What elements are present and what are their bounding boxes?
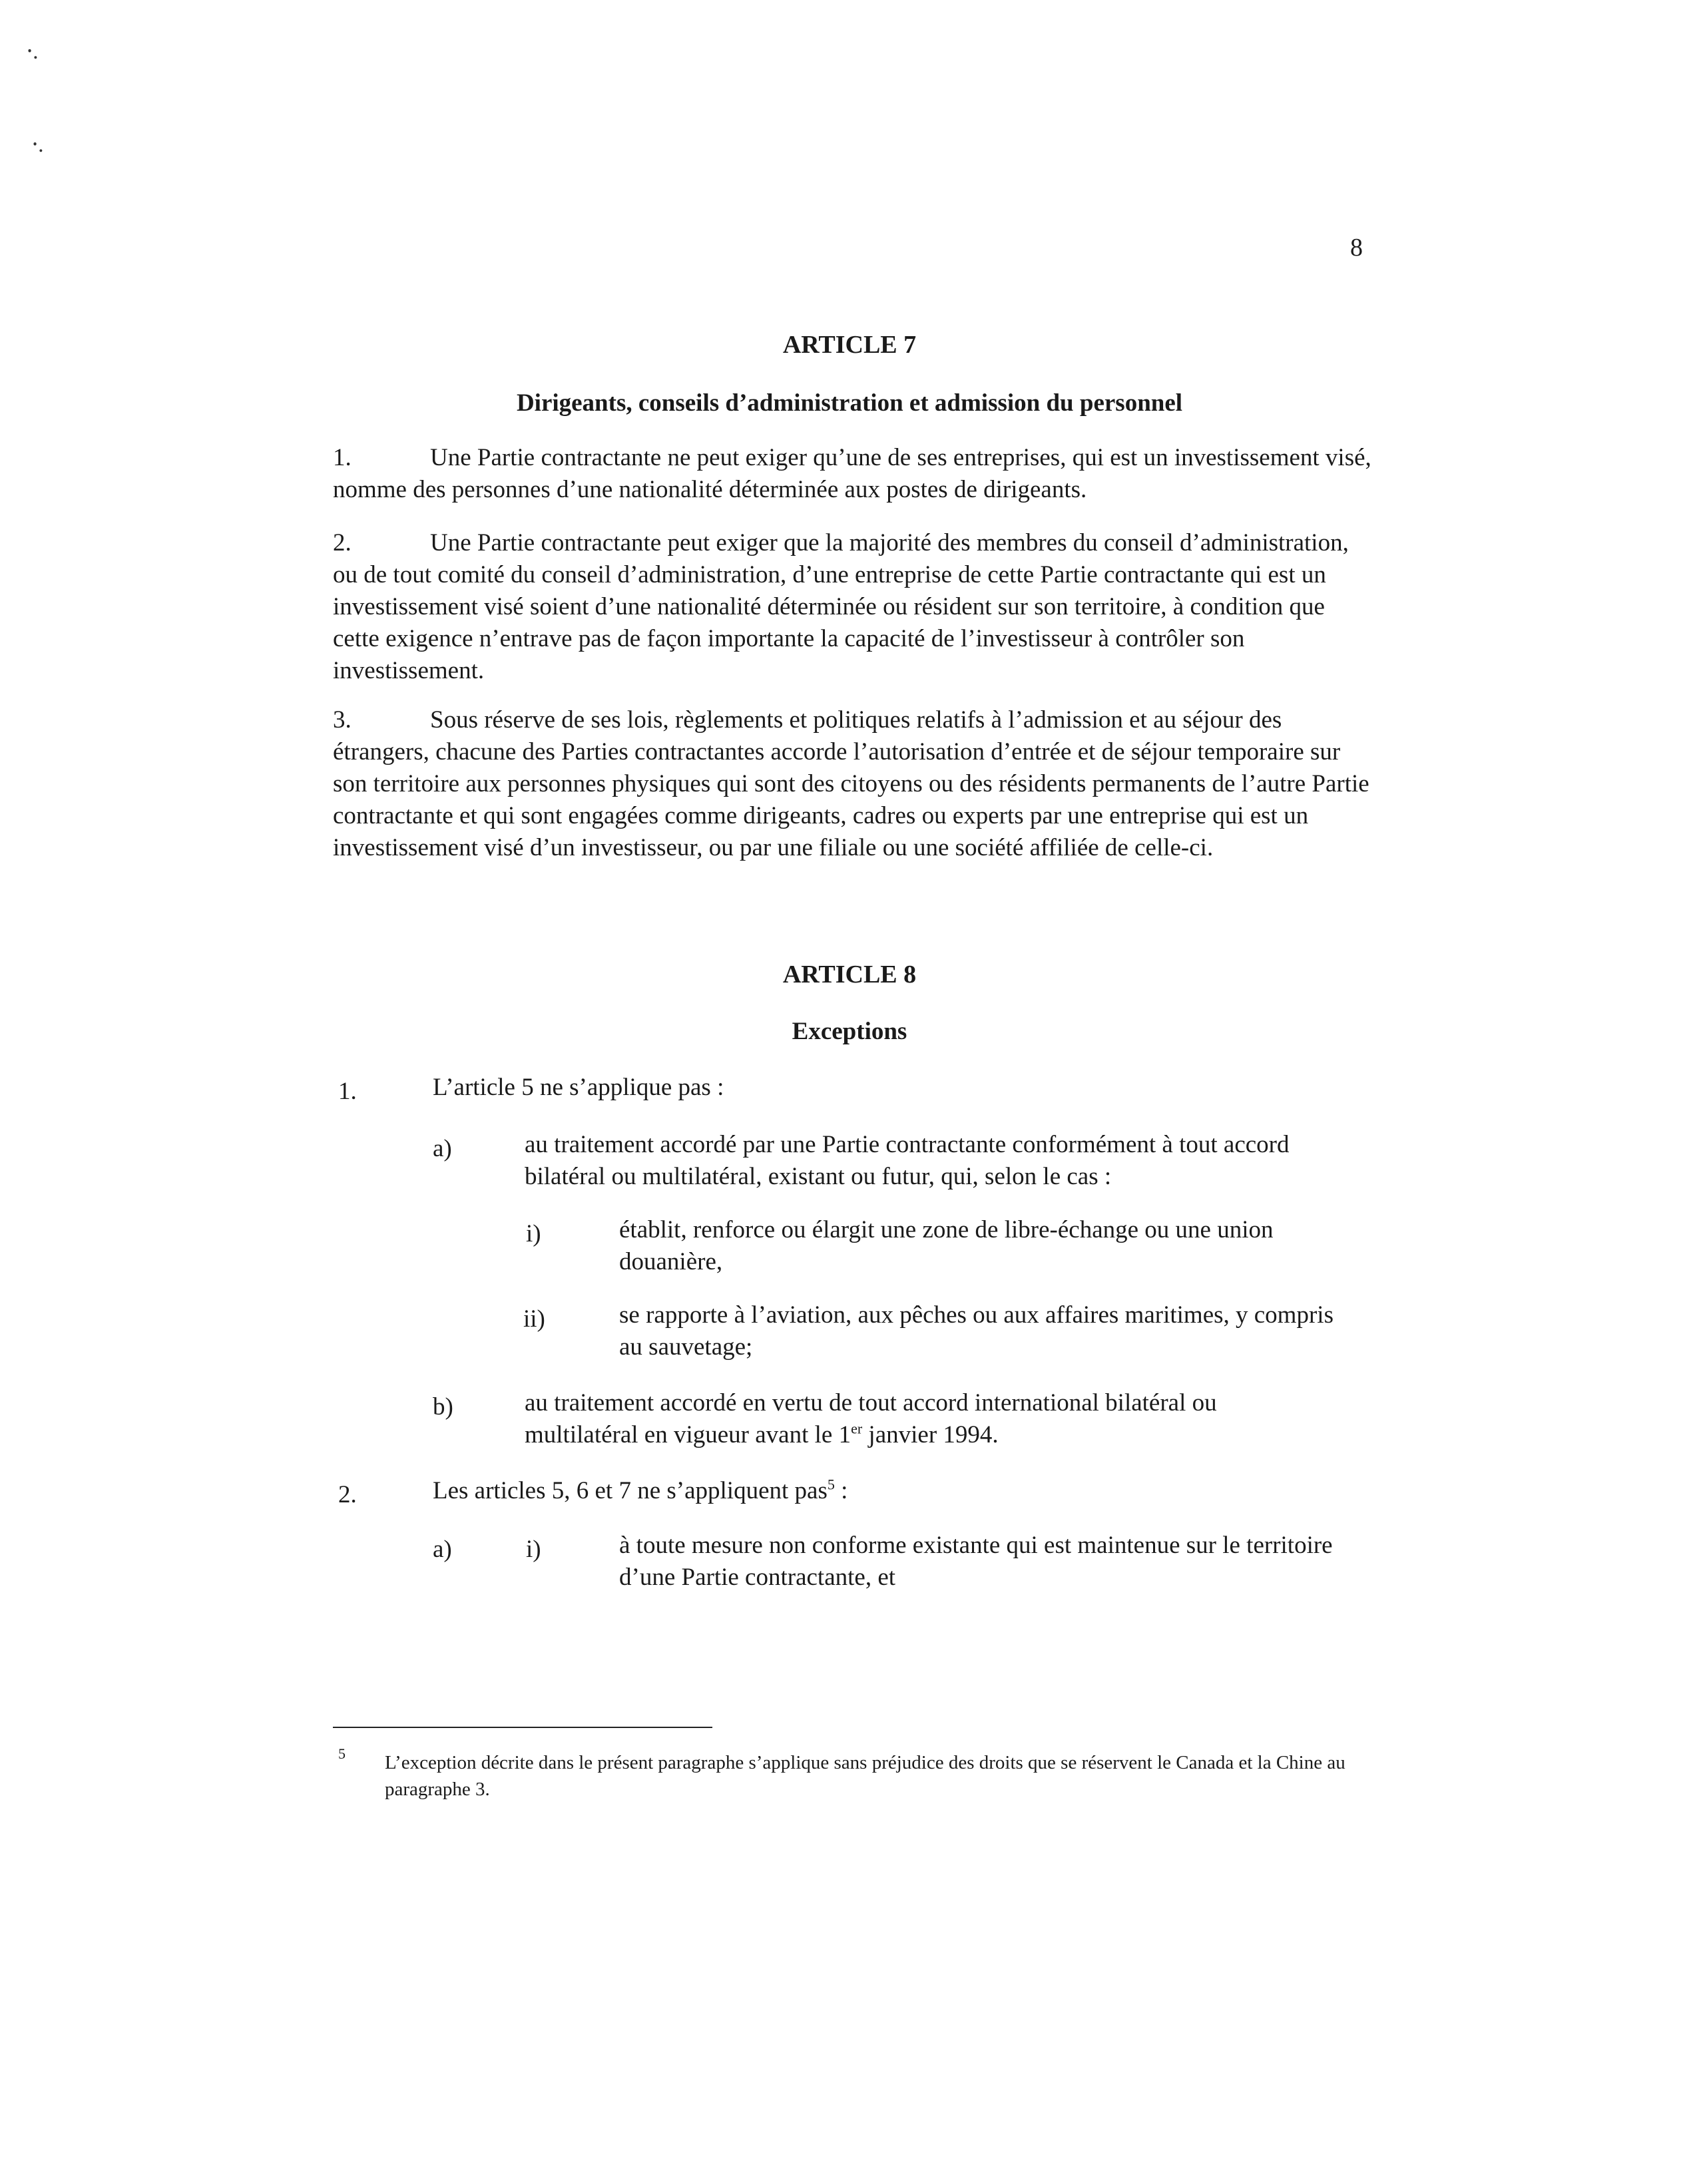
article-7-paragraph-3 <box>333 704 1371 864</box>
superscript-er: er <box>851 1420 863 1437</box>
paragraph-number: 1. <box>333 444 352 471</box>
article-8-paragraph-1-number: 1. <box>338 1078 357 1105</box>
article-8-paragraph-2-number: 2. <box>338 1481 357 1508</box>
paragraph-text: Une Partie contractante peut exiger que la majorité des membres du conseil d’administration, ou de tout comité du conseil d’administration, d’une entreprise de cette Partie contractante qui est un investissement visé soient d’une nationalité déterminée ou résident sur son territoire, à condition que cette exigence n’entrave pas de façon importante la capacité de l’investisseur à contrôler son investissement. <box>333 529 1349 684</box>
item-label-ii: ii) <box>523 1305 545 1333</box>
footnote-separator <box>333 1727 712 1728</box>
footnote-number: 5 <box>338 1745 346 1762</box>
paragraph-number: 3. <box>333 706 352 734</box>
item-label-i: i) <box>526 1536 541 1563</box>
page-number: 8 <box>1350 234 1363 262</box>
scan-mark: ⸱. <box>27 39 39 64</box>
article-7-subtitle: Dirigeants, conseils d’administration et admission du personnel <box>516 389 1183 417</box>
article-8-paragraph-2-text <box>433 1475 1365 1507</box>
item-a-text: au traitement accordé par une Partie contractante conformément à tout accord bilatéral ou multilatéral, existant ou futur, qui, selon le cas : <box>525 1131 1290 1190</box>
footnote-reference-5: 5 <box>827 1476 835 1493</box>
item-a-i-text: à toute mesure non conforme existante qui est maintenue sur le territoire d’une Partie contractante, et <box>619 1532 1333 1591</box>
item-label-a: a) <box>433 1536 452 1563</box>
item-label-b: b) <box>433 1393 453 1420</box>
article-7-paragraph-2 <box>333 527 1371 687</box>
paragraph-2-text-main: Les articles 5, 6 et 7 ne s’appliquent pas <box>433 1477 828 1504</box>
item-ii-text: se rapporte à l’aviation, aux pêches ou aux affaires maritimes, y compris au sauvetage; <box>619 1301 1334 1361</box>
article-8-title: ARTICLE 8 <box>782 961 917 988</box>
article-7-paragraph-1 <box>333 442 1371 506</box>
paragraph-text: Une Partie contractante ne peut exiger qu’une de ses entreprises, qui est un investissement visé, nomme des personnes d’une nationalité déterminée aux postes de dirigeants. <box>333 444 1371 503</box>
paragraph-number: 2. <box>333 529 352 556</box>
paragraph-text: Sous réserve de ses lois, règlements et politiques relatifs à l’admission et au séjour des étrangers, chacune des Parties contractantes accorde l’autorisation d’entrée et de séjour temporaire sur son territoire aux personnes physiques qui sont des citoyens ou des résidents permanents de l’autre Partie contractante et qui sont engagées comme dirigeants, cadres ou experts par une entreprise qui est un investissement visé d’un investisseur, ou par une filiale ou une société affiliée de celle-ci. <box>333 706 1369 861</box>
item-b-text-before: au traitement accordé en vertu de tout accord international bilatéral ou multilatéral en vigueur avant le 1 <box>525 1389 1217 1448</box>
item-b-text <box>525 1387 1290 1451</box>
item-b-text-after: janvier 1994. <box>862 1421 999 1448</box>
item-i-text: établit, renforce ou élargit une zone de libre-échange ou une union douanière, <box>619 1216 1274 1275</box>
scan-mark: ⸱. <box>32 132 44 157</box>
article-8-paragraph-1-text: L’article 5 ne s’applique pas : <box>433 1074 724 1101</box>
article-7-title: ARTICLE 7 <box>782 331 917 359</box>
article-8-subtitle: Exceptions <box>792 1018 907 1045</box>
item-label-i: i) <box>526 1220 541 1247</box>
item-label-a: a) <box>433 1135 452 1162</box>
paragraph-2-text-colon: : <box>834 1477 848 1504</box>
footnote-text: L’exception décrite dans le présent paragraphe s’applique sans préjudice des droits que se réservent le Canada et la Chine au paragraphe 3. <box>385 1752 1345 1800</box>
